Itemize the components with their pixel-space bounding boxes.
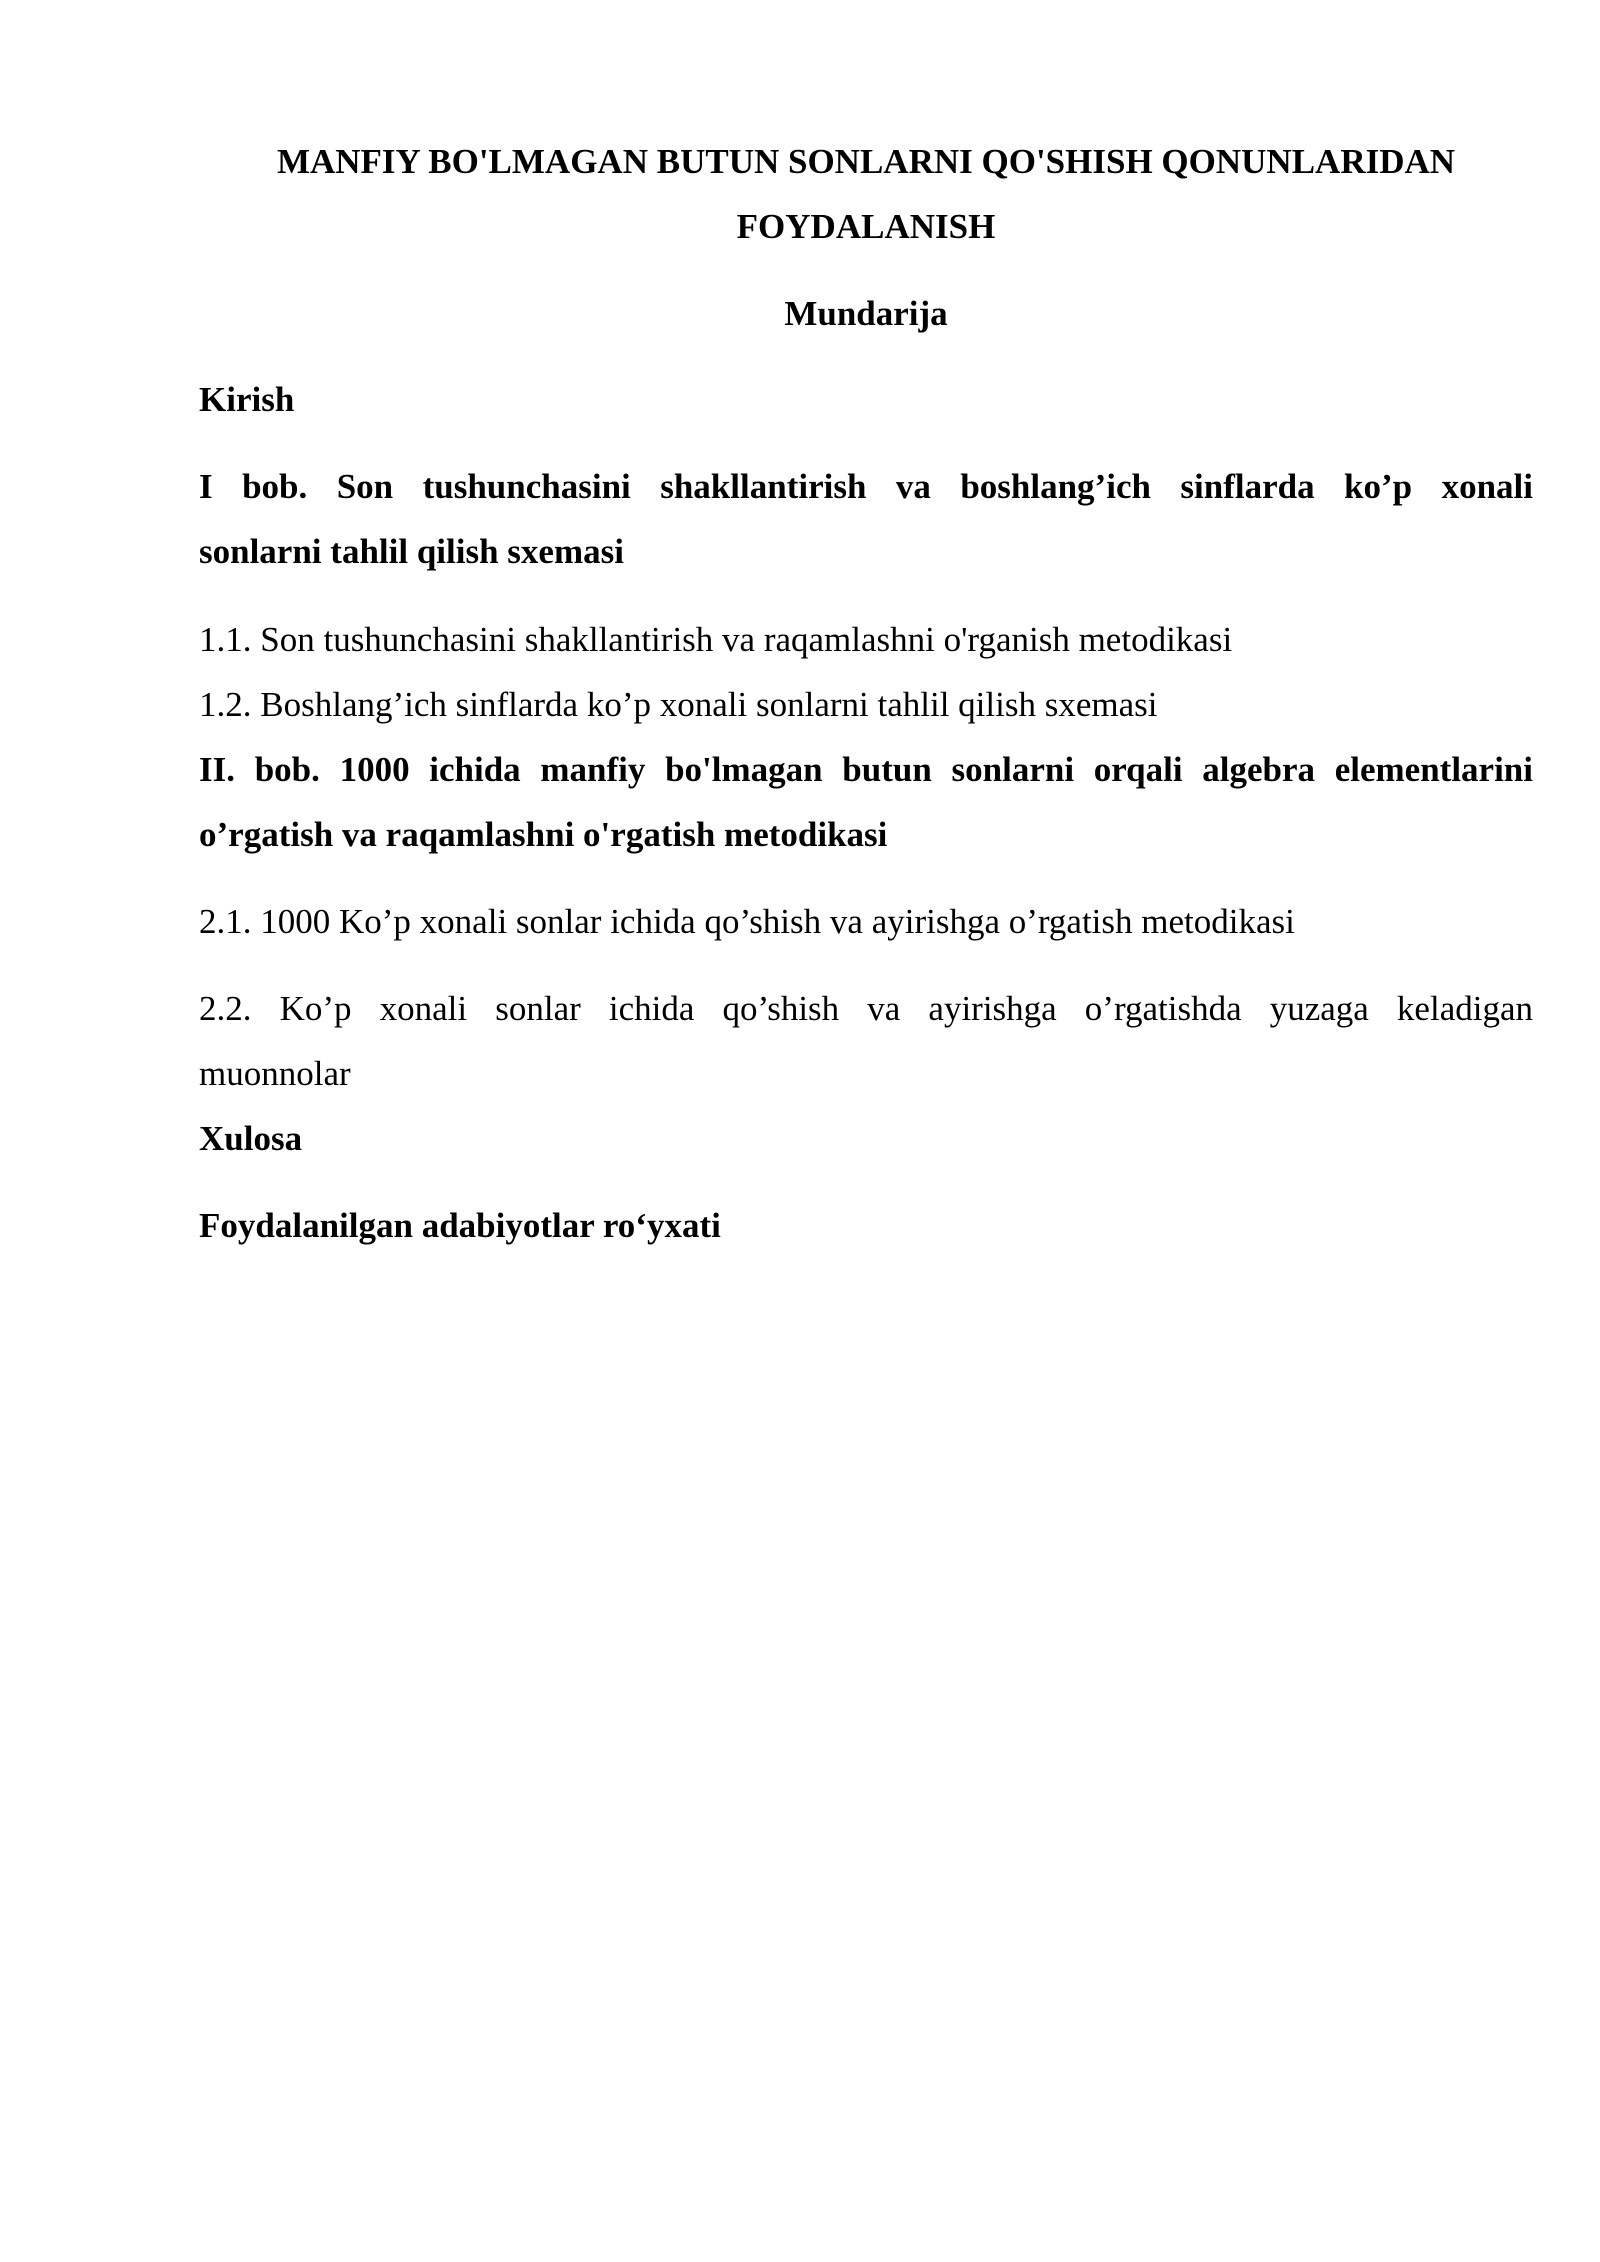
toc-entry-chapter-2-line-2: o’rgatish va raqamlashni o'rgatish metodikasi [199,815,888,854]
toc-entry-section-2-2-line-2: muonnolar [199,1054,351,1093]
toc-entry-chapter-1-line-1: I bob. Son tushunchasini shakllantirish va boshlang’ich sinflarda ko’p xonali [199,467,1533,506]
toc-entry-section-2-2-line-1: 2.2. Ko’p xonali sonlar ichida qo’shish va ayirishga o’rgatishda yuzaga keladigan [199,989,1533,1028]
toc-entry-conclusion: Xulosa [199,1119,303,1158]
toc-entry-bibliography: Foydalanilgan adabiyotlar ro‘yxati [199,1206,721,1245]
toc-entry-introduction: Kirish [199,380,295,419]
document-title-line-2: FOYDALANISH [736,207,996,246]
toc-entry-section-1-2: 1.2. Boshlang’ich sinflarda ko’p xonali sonlarni tahlil qilish sxemasi [199,685,1158,724]
toc-entry-chapter-1-line-2: sonlarni tahlil qilish sxemasi [199,532,624,571]
toc-entry-chapter-2-line-1: II. bob. 1000 ichida manfiy bo'lmagan butun sonlarni orqali algebra elementlarini [199,750,1533,789]
toc-entry-section-1-1: 1.1. Son tushunchasini shakllantirish va raqamlashni o'rganish metodikasi [199,620,1233,659]
document-title-line-1: MANFIY BO'LMAGAN BUTUN SONLARNI QO'SHISH QONUNLARIDAN [276,142,1456,181]
toc-entry-section-2-1: 2.1. 1000 Ko’p xonali sonlar ichida qo’shish va ayirishga o’rgatish metodikasi [199,902,1295,941]
toc-heading: Mundarija [784,294,948,333]
